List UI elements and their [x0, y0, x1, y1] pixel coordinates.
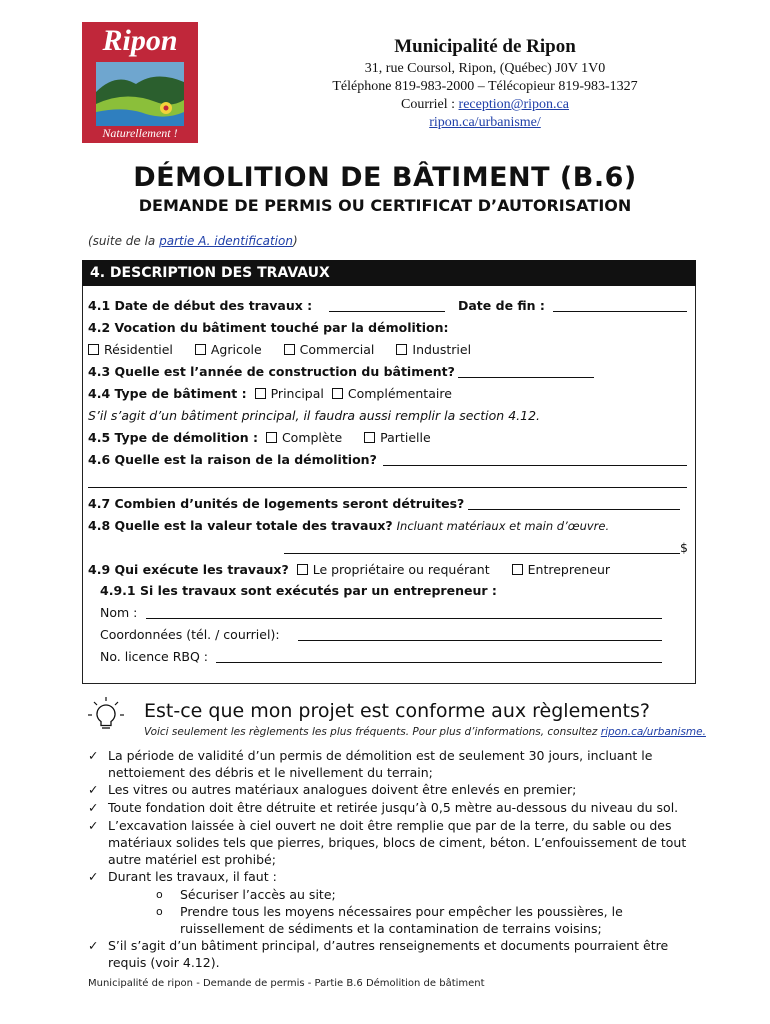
option-entrepreneur: Entrepreneur: [527, 562, 611, 577]
checkmark-icon: ✓: [88, 869, 99, 884]
option-residentiel: Résidentiel: [104, 342, 173, 357]
q44-line: [88, 386, 452, 402]
tips-subtitle-text: Voici seulement les règlements les plus fréquents. Pour plus d’informations, consultez: [144, 726, 601, 738]
phone-fax: Téléphone 819-983-2000 – Télécopieur 819-983-1327: [332, 79, 638, 94]
tip-item: [88, 799, 703, 816]
q41-end-field[interactable]: [553, 311, 687, 312]
checkmark-icon: ✓: [88, 800, 99, 815]
q48-line: [88, 518, 609, 534]
suite-suffix: ): [292, 234, 298, 248]
checkbox-complementaire[interactable]: [332, 388, 343, 399]
checkbox-proprietaire[interactable]: [297, 564, 308, 575]
tip-text: Les vitres ou autres matériaux analogues doivent être enlevés en premier;: [108, 782, 577, 797]
q41-start-field[interactable]: [329, 311, 445, 312]
licence-field[interactable]: [216, 662, 662, 663]
document-subtitle: DEMANDE DE PERMIS OU CERTIFICAT D’AUTORISATION: [138, 196, 632, 215]
option-partielle: Partielle: [380, 430, 431, 445]
circle-bullet-icon: o: [156, 888, 163, 901]
checkbox-partielle[interactable]: [364, 432, 375, 443]
option-principal: Principal: [270, 386, 324, 401]
logo-name: Ripon: [102, 24, 178, 57]
q47-label: 4.7 Combien d’unités de logements seront détruites?: [88, 496, 465, 511]
option-complete: Complète: [281, 430, 343, 445]
q43-field[interactable]: [458, 377, 594, 378]
q42-label: 4.2 Vocation du bâtiment touché par la démolition:: [88, 320, 449, 335]
coordonnees-label: Coordonnées (tél. / courriel):: [100, 627, 280, 642]
option-complementaire: Complémentaire: [347, 386, 452, 401]
checkbox-residentiel[interactable]: [88, 344, 99, 355]
document-title: DÉMOLITION DE BÂTIMENT (B.6): [133, 162, 637, 193]
q47-field[interactable]: [468, 509, 680, 510]
lightbulb-icon: [86, 695, 126, 735]
tip-subitem-text: Prendre tous les moyens nécessaires pour empêcher les poussières, le ruissellement de sédiments et la contamination de terrains voisins;: [180, 904, 623, 936]
identification-link[interactable]: partie A. identification: [159, 234, 293, 248]
checkbox-agricole[interactable]: [195, 344, 206, 355]
website-line: [300, 114, 670, 132]
tip-item: [88, 747, 703, 781]
tips-subtitle: [144, 726, 706, 738]
q45-line: [88, 430, 431, 446]
checkmark-icon: ✓: [88, 748, 99, 763]
coordonnees-field[interactable]: [298, 640, 662, 641]
nom-field[interactable]: [146, 618, 662, 619]
licence-label: No. licence RBQ :: [100, 649, 208, 664]
suite-note: [88, 234, 298, 248]
q45-label: 4.5 Type de démolition :: [88, 430, 258, 445]
q43-label: 4.3 Quelle est l’année de construction du bâtiment?: [88, 364, 455, 379]
urbanisme-link[interactable]: ripon.ca/urbanisme.: [600, 726, 706, 738]
address: 31, rue Coursol, Ripon, (Québec) J0V 1V0: [364, 61, 606, 76]
nom-label: Nom :: [100, 605, 138, 620]
q49-label: 4.9 Qui exécute les travaux?: [88, 562, 289, 577]
tip-text: S’il s’agit d’un bâtiment principal, d’autres renseignements et documents pourraient être requis (voir 4.12).: [108, 938, 669, 970]
landscape-icon: [96, 62, 184, 126]
tip-text: La période de validité d’un permis de démolition est de seulement 30 jours, incluant le nettoiement des débris et le nivellement du terrain;: [108, 748, 653, 780]
option-commercial: Commercial: [299, 342, 375, 357]
checkbox-principal[interactable]: [255, 388, 266, 399]
tip-text: Toute fondation doit être détruite et retirée jusqu’à 0,5 mètre au-dessous du niveau du sol.: [108, 800, 679, 815]
option-proprietaire: Le propriétaire ou requérant: [312, 562, 490, 577]
tip-item: [88, 868, 703, 885]
q42-options: [88, 342, 471, 358]
q48-note: Incluant matériaux et main d’œuvre.: [396, 519, 610, 533]
tip-item: [88, 937, 703, 971]
checkmark-icon: ✓: [88, 782, 99, 797]
tip-text: Durant les travaux, il faut :: [108, 869, 277, 884]
tip-subitem: [150, 886, 690, 903]
q48-label: 4.8 Quelle est la valeur totale des travaux?: [88, 518, 393, 533]
q41-start-label: 4.1 Date de début des travaux :: [88, 298, 313, 313]
website-link[interactable]: ripon.ca/urbanisme/: [429, 115, 541, 130]
page-footer: Municipalité de ripon - Demande de permis - Partie B.6 Démolition de bâtiment: [88, 978, 485, 989]
municipality-title: Municipalité de Ripon: [394, 36, 576, 57]
option-agricole: Agricole: [210, 342, 262, 357]
q46-field[interactable]: [383, 465, 687, 466]
suite-prefix: (suite de la: [88, 234, 160, 248]
tip-item: [88, 781, 703, 798]
tips-title: Est-ce que mon projet est conforme aux règlements?: [144, 700, 650, 722]
checkmark-icon: ✓: [88, 938, 99, 953]
logo-slogan: Naturellement !: [102, 126, 178, 140]
q48-field[interactable]: [284, 553, 680, 554]
tip-text: L’excavation laissée à ciel ouvert ne doit être remplie que par de la terre, du sable ou des matériaux solides tels que pierres, briques, blocs de ciment, béton. L’enfouissement de tout autre matériel est prohibé;: [108, 818, 687, 867]
q44-label: 4.4 Type de bâtiment :: [88, 386, 247, 401]
checkbox-entrepreneur[interactable]: [512, 564, 523, 575]
email-line: [300, 96, 670, 114]
section-4-heading: 4. DESCRIPTION DES TRAVAUX: [82, 260, 696, 286]
q41-end-label: Date de fin :: [458, 298, 545, 313]
option-industriel: Industriel: [412, 342, 472, 357]
checkbox-complete[interactable]: [266, 432, 277, 443]
q491-label: 4.9.1 Si les travaux sont exécutés par un entrepreneur :: [100, 583, 497, 598]
checkbox-industriel[interactable]: [396, 344, 407, 355]
email-link[interactable]: reception@ripon.ca: [458, 97, 569, 112]
checkbox-commercial[interactable]: [284, 344, 295, 355]
q46-label: 4.6 Quelle est la raison de la démolition?: [88, 452, 377, 467]
email-label: Courriel :: [400, 97, 459, 112]
currency-symbol: $: [680, 540, 688, 555]
q46-field-line2[interactable]: [88, 487, 687, 488]
municipal-logo: [82, 22, 198, 143]
checkmark-icon: ✓: [88, 818, 99, 833]
q44-note: S’il s’agit d’un bâtiment principal, il faudra aussi remplir la section 4.12.: [88, 408, 541, 423]
circle-bullet-icon: o: [156, 905, 163, 918]
tip-subitem: [150, 903, 690, 937]
q49-line: [88, 562, 610, 578]
tip-subitem-text: Sécuriser l’accès au site;: [180, 887, 336, 902]
tip-item: [88, 817, 703, 868]
